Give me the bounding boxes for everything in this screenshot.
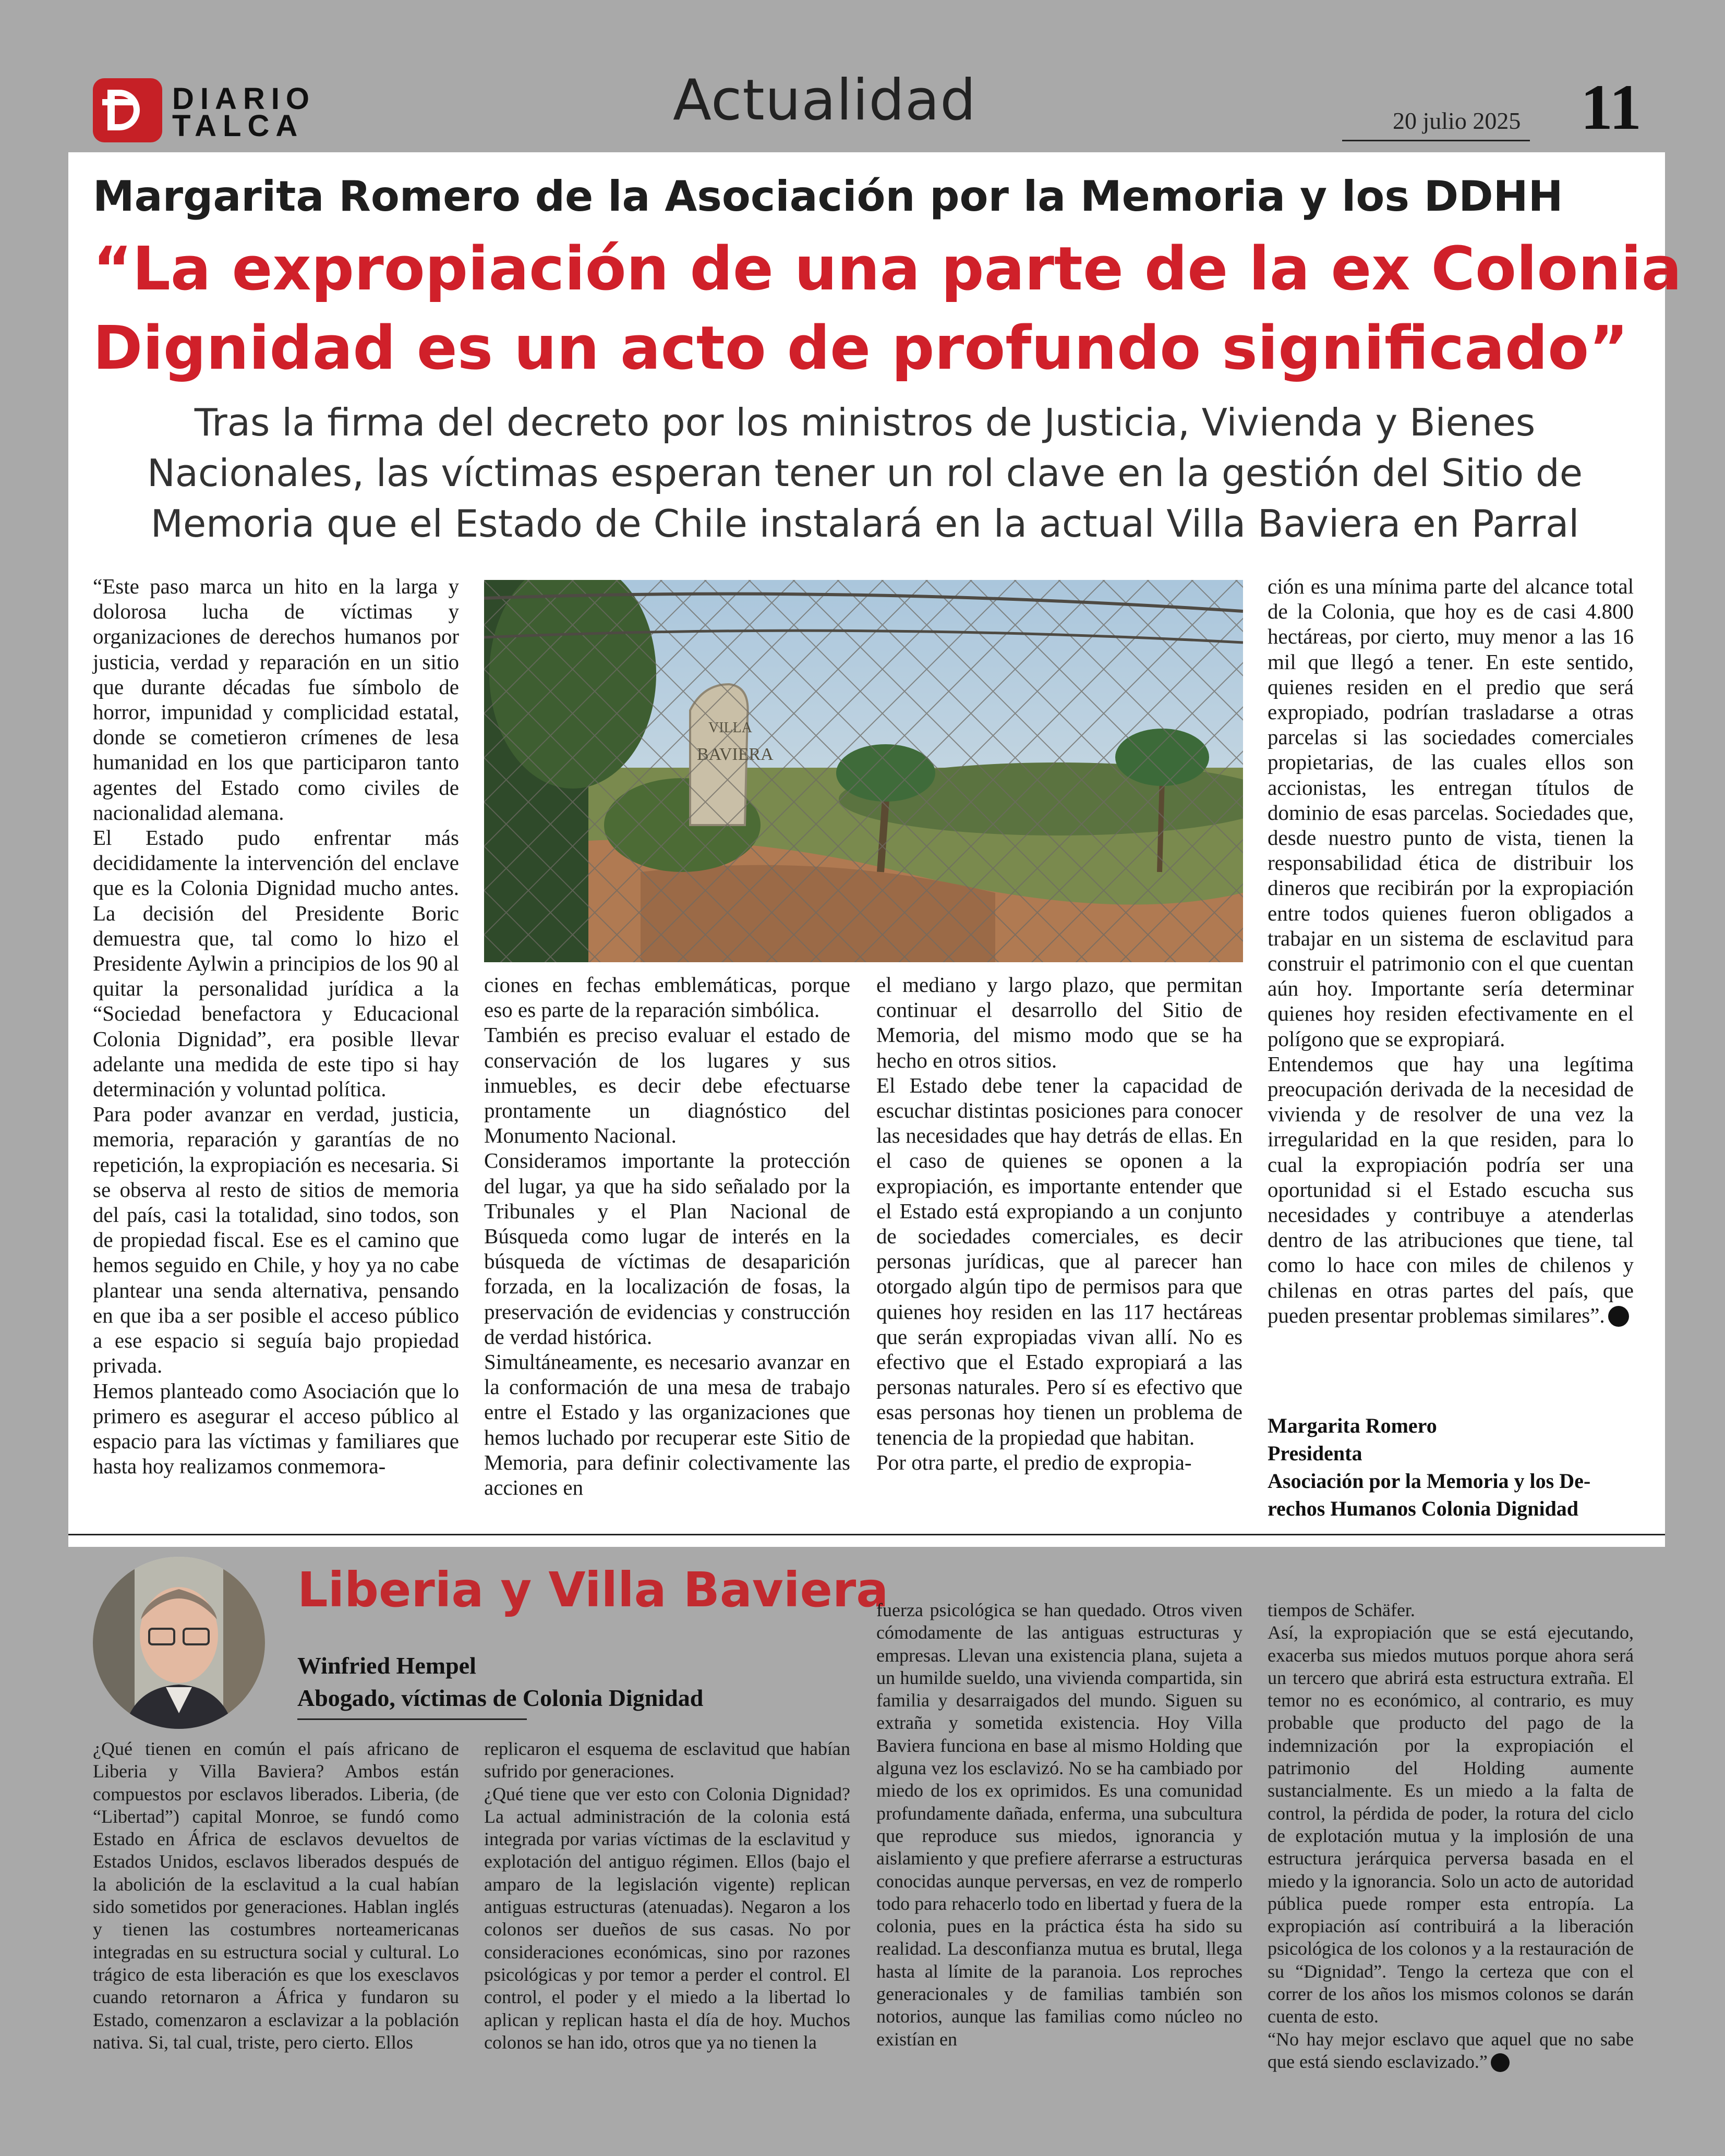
- opinion-paragraph: fuerza psicológica se han quedado. Otros viven cómodamente de las antiguas estructuras y empresas. Llevan una existencia plana, sujeta a un humilde sueldo, una vivienda compartida, sin familia y desarraigados del mundo. Siguen su extraña y sometida existencia. Hoy Villa Baviera funciona en base al mismo Holding que alguna vez los esclavizó. No se ha cambiado por miedo de los ex oprimidos. Es una comunidad profundamente dañada, enferma, una subcultura que reproduce sus miedos, ignorancia y aislamiento y que prefiere aferrarse a estructuras conocidas aunque perversas, en vez de romperlo todo para rehacerlo todo en libertad y fuera de la colonia, pues en la práctica ésta ha sido su realidad. La desconfianza mutua es brutal, llega hasta al límite de la paranoia. Los reproches generacionales y de familias también son notorios, aunque las familias como núcleo no existían en: [876, 1600, 1243, 2050]
- opinion-author: Winfried Hempel: [297, 1652, 476, 1679]
- article-paragraph: El Estado debe tener la capacidad de escuchar distintas posiciones para conocer las necesidades que hay detrás de ellas. En el caso de quienes se oponen a la expropiación, es importante entender que el Estado está expropiando a un conjunto de sociedades comerciales, es decir personas jurídicas, que al parecer han otorgado algún tipo de permisos para que quienes hoy residen en las 117 hectáreas que serán expropiadas vivan allí. No es efectivo que el Estado expropiará a las personas naturales. Pero sí es efectivo que esas personas hoy tienen un problema de tenencia de la propiedad que habitan.: [876, 1073, 1243, 1449]
- opinion-paragraph: “No hay mejor esclavo que aquel que no sabe que está siendo esclavizado.”: [1268, 2028, 1634, 2072]
- article-deck-line2: Nacionales, las víctimas esperan tener un rol clave en la gestión del Sitio de: [147, 451, 1583, 495]
- villa-baviera-fence-photo: [484, 580, 1243, 962]
- section-divider: [68, 1534, 1665, 1535]
- signature-org-line2: rechos Humanos Colonia Dignidad: [1268, 1497, 1579, 1520]
- fence-photo-illustration: [484, 580, 1243, 962]
- article-column-4: [1268, 574, 1634, 1328]
- author-portrait: [93, 1557, 265, 1729]
- article-deck-line3: Memoria que el Estado de Chile instalará en la actual Villa Baviera en Parral: [150, 502, 1579, 546]
- signature-name: Margarita Romero: [1268, 1414, 1437, 1437]
- opinion-author-role: Abogado, víctimas de Colonia Dignidad: [297, 1685, 704, 1711]
- end-mark-icon: [1608, 1306, 1629, 1327]
- section-title: Actualidad: [673, 68, 976, 133]
- article-paragraph: Para poder avanzar en verdad, justicia, memoria, reparación y garantías de no repetición, la expropiación es necesaria. Si se observa al resto de sitios de memoria del país, casi la totalidad, sino todos, son de propiedad fiscal. Ese es el camino que hemos seguido en Chile, y hoy ya no cabe plantear una senda alternativa, pensando en que iba a ser posible el acceso público a ese espacio si seguía bajo propiedad privada.: [93, 1102, 459, 1378]
- issue-date: 20 julio 2025: [1393, 107, 1521, 134]
- article-column-2: [484, 972, 850, 1500]
- author-portrait-illustration: [93, 1557, 265, 1729]
- byline-rule: [297, 1718, 527, 1720]
- article-paragraph: También es preciso evaluar el estado de conservación de los lugares y sus inmuebles, es decir debe efectuarse prontamente un diagnóstico del Monumento Nacional.: [484, 1023, 850, 1148]
- article-paragraph-final: [1268, 1051, 1634, 1328]
- opinion-column-2: [484, 1738, 850, 2054]
- article-deck-line1: Tras la firma del decreto por los ministros de Justicia, Vivienda y Bienes: [194, 401, 1536, 444]
- article-paragraph: “Este paso marca un hito en la larga y dolorosa lucha de víctimas y organizaciones de derechos humanos por justicia, verdad y reparación en un sitio que durante décadas fue símbolo de horror, impunidad y complicidad estatal, donde se cometieron crímenes de lesa humanidad en los que participaron tanto agentes del Estado como civiles de nacionalidad alemana.: [93, 574, 459, 825]
- logo-text-line2: TALCA: [172, 109, 304, 143]
- article-paragraph: Por otra parte, el predio de expropia-: [876, 1450, 1192, 1474]
- opinion-column-3: [876, 1599, 1243, 2051]
- page-number: 11: [1581, 71, 1642, 143]
- opinion-paragraph-final: [1268, 2028, 1634, 2074]
- opinion-paragraph: Así, la expropiación que se está ejecutando, exacerba sus miedos mutuos porque ahora será un tercero que abrirá esta estructura extraña. El temor no es económico, al contrario, es muy probable que producto del pago de la indemnización por la expropiación el patrimonio del Holding aumente sustancialmente. Es un miedo a la falta de control, la pérdida de poder, la rotura del ciclo de explotación mutua y la implosión de una estructura jerárquica perversa basada en el miedo y la ignorancia. Solo un acto de autoridad pública puede romper esta entropía. La expropiación así contribuirá a la liberación psicológica de los colonos y a la restauración de su “Dignidad”. Tengo la certeza que con el correr de los años los mismos colonos se darán cuenta de esto.: [1268, 1622, 1634, 2027]
- end-mark-icon: [1491, 2053, 1510, 2072]
- article-headline-line2: Dignidad es un acto de profundo significado”: [93, 313, 1629, 383]
- article-column-1: [93, 574, 459, 1479]
- article-kicker: Margarita Romero de la Asociación por la Memoria y los DDHH: [93, 172, 1563, 221]
- article-paragraph: Consideramos importante la protección del lugar, ya que ha sido señalado por la Tribunales y el Plan Nacional de Búsqueda como lugar de interés en la búsqueda de víctimas de desaparición forzada, en la localización de fosas, la preservación de evidencias y construcción de verdad histórica.: [484, 1148, 850, 1349]
- article-paragraph: Entendemos que hay una legítima preocupación derivada de la necesidad de vivienda y de resolver de una vez la irregularidad en la que residen, para lo cual la expropiación podría ser una oportunidad si el Estado escucha sus necesidades y contribuye a atenderlas dentro de las atribuciones que tiene, tal como lo hace con miles de chilenos y chilenas en otras partes del país, que pueden presentar problemas similares”.: [1268, 1051, 1634, 1327]
- article-paragraph: ciones en fechas emblemáticas, porque eso es parte de la reparación simbólica.: [484, 973, 850, 1022]
- article-paragraph: Simultáneamente, es necesario avanzar en la conformación de una mesa de trabajo entre el Estado y las organizaciones que hemos luchado por recuperar este Sitio de Memoria, para definir colectivamente las acciones en: [484, 1350, 850, 1500]
- opinion-byline: [297, 1650, 703, 1714]
- article-column-3: [876, 972, 1243, 1475]
- signature-org-line1: Asociación por la Memoria y los De-: [1268, 1469, 1591, 1493]
- article-paragraph: ción es una mínima parte del alcance total de la Colonia, que hoy es de casi 4.800 hectáreas, por cierto, muy menor a las 16 mil que llegó a tener. En este sentido, quienes residen en el predio que será expropiado, podrían trasladarse a otras parcelas si las sociedades comerciales propietarias, de las cuales ellos son accionistas, les entregan títulos de dominio de esas parcelas. Sociedades que, desde nuestro punto de vista, tienen la responsabilidad ética de distribuir los dineros que recibirán por la expropiación entre todos quienes fueron obligados a trabajar en un sistema de esclavitud para construir el patrimonio con el que cuentan aún hoy. Importante sería determinar quienes hoy residen efectivamente en el polígono que se expropiará.: [1268, 574, 1634, 1051]
- diario-talca-logo-icon: [93, 78, 162, 142]
- opinion-paragraph: ¿Qué tiene que ver esto con Colonia Dignidad? La actual administración de la colonia está integrada por varias víctimas de la esclavitud y explotación del antiguo régimen. Ellos (bajo el amparo de la legislación vigente) replican antiguas estructuras (atenuadas). Negaron a los colonos ser dueños de sus casas. No por consideraciones económicas, sino por razones psicológicas y por temor a perder el control. El control, el poder y el miedo a la libertad lo aplican y replican hasta el día de hoy. Muchos colonos se han ido, otros que ya no tienen la: [484, 1783, 850, 2053]
- article-headline-line1: “La expropiación de una parte de la ex Colonia: [93, 234, 1682, 304]
- signature-title: Presidenta: [1268, 1442, 1362, 1465]
- opinion-column-1: [93, 1738, 459, 2054]
- article-paragraph: Hemos planteado como Asociación que lo primero es asegurar el acceso público al espacio para las víctimas y familiares que hasta hoy realizamos conmemora-: [93, 1378, 459, 1479]
- logo-text-line1: DIARIO: [172, 82, 316, 116]
- date-rule: [1342, 140, 1530, 141]
- article-paragraph: el mediano y largo plazo, que permitan continuar el desarrollo del Sitio de Memoria, del mismo modo que se ha hecho en otros sitios.: [876, 973, 1243, 1072]
- article-signature: [1268, 1412, 1674, 1522]
- opinion-column-4: [1268, 1599, 1634, 2073]
- opinion-title: Liberia y Villa Baviera: [297, 1562, 889, 1618]
- opinion-paragraph: ¿Qué tienen en común el país africano de Liberia y Villa Baviera? Ambos están compuestos por esclavos liberados. Liberia, (de “Libertad”) capital Monroe, se fundó como Estado en África de esclavos devueltos de Estados Unidos, esclavos liberados después de la abolición de la esclavitud a la cual habían sido sometidos por generaciones. Hablan inglés y tienen las costumbres norteamericanas integradas en su estructura social y cultural. Lo trágico de esta liberación es que los exesclavos cuando retornaron a África y fundaron su Estado, comenzaron a esclavizar a la población nativa. Si, tal cual, triste, pero cierto. Ellos: [93, 1738, 459, 2053]
- opinion-paragraph: tiempos de Schäfer.: [1268, 1600, 1415, 1620]
- article-paragraph: El Estado pudo enfrentar más decididamente la intervención del enclave que es la Colonia Dignidad mucho antes. La decisión del Presidente Boric demuestra que, tal como lo hizo el Presidente Aylwin a principios de los 90 al quitar la personalidad jurídica a la “Sociedad benefactora y Educacional Colonia Dignidad”, era posible llevar adelante una medida de este tipo si hay determinación y voluntad política.: [93, 826, 459, 1101]
- opinion-paragraph: replicaron el esquema de esclavitud que habían sufrido por generaciones.: [484, 1738, 850, 1782]
- article-deck: [93, 397, 1637, 549]
